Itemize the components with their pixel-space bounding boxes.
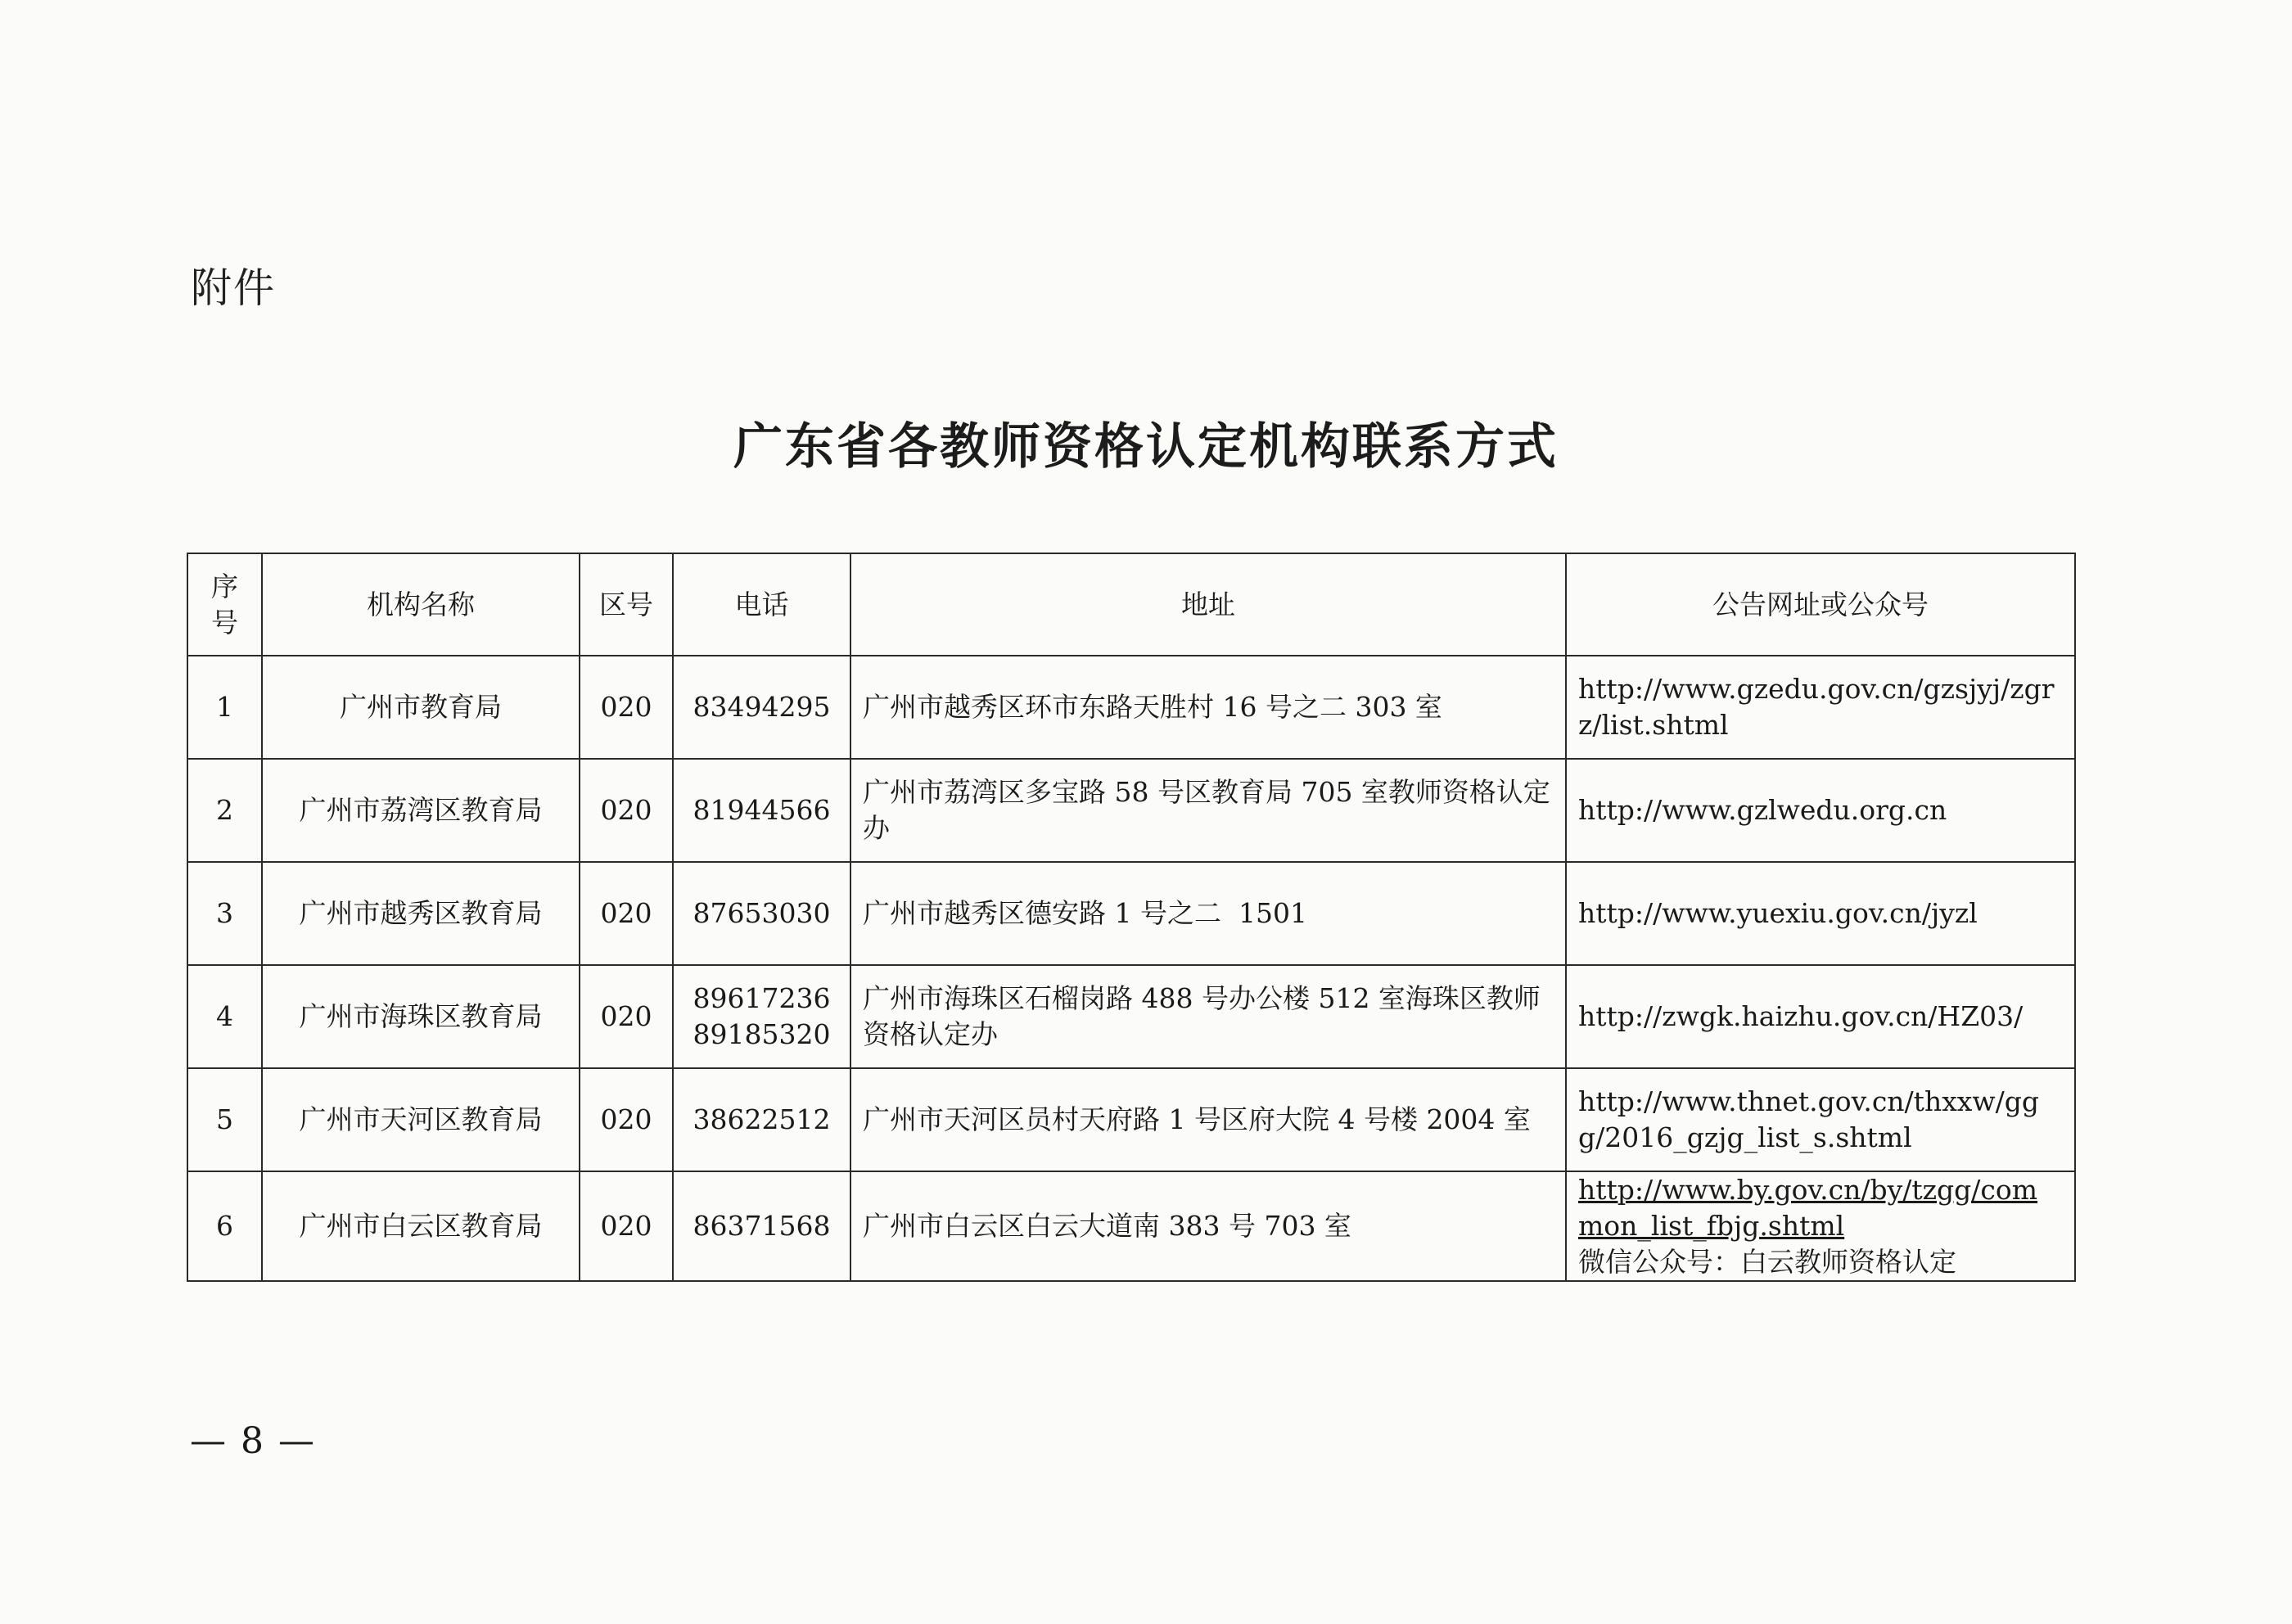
header-phone: 电话 [673, 553, 850, 656]
website-cell [1566, 1171, 2075, 1281]
website-link[interactable]: http://zwgk.haizhu.gov.cn/HZ03/ [1578, 1000, 2024, 1032]
website-cell [1566, 1068, 2075, 1171]
institution-name: 广州市海珠区教育局 [262, 965, 580, 1068]
table-row [187, 759, 2075, 862]
phone-number: 86371568 [693, 1210, 831, 1242]
area-code: 020 [580, 862, 673, 965]
table-row [187, 1068, 2075, 1171]
phone-cell [673, 965, 850, 1068]
phone-cell [673, 759, 850, 862]
institution-name: 广州市教育局 [262, 656, 580, 759]
table-row [187, 656, 2075, 759]
address: 广州市天河区员村天府路 1 号区府大院 4 号楼 2004 室 [850, 1068, 1566, 1171]
row-index: 4 [187, 965, 262, 1068]
row-index: 2 [187, 759, 262, 862]
area-code: 020 [580, 1171, 673, 1281]
document-title: 广东省各教师资格认定机构联系方式 [733, 418, 1559, 476]
phone-number: 87653030 [693, 897, 831, 929]
website-cell [1566, 862, 2075, 965]
phone-cell [673, 862, 850, 965]
row-index: 1 [187, 656, 262, 759]
wechat-account: 微信公众号：白云教师资格认定 [1578, 1246, 1956, 1278]
phone-cell [673, 1171, 850, 1281]
institution-name: 广州市白云区教育局 [262, 1171, 580, 1281]
header-address: 地址 [850, 553, 1566, 656]
address: 广州市荔湾区多宝路 58 号区教育局 705 室教师资格认定办 [850, 759, 1566, 862]
institution-name: 广州市越秀区教育局 [262, 862, 580, 965]
institution-name: 广州市天河区教育局 [262, 1068, 580, 1171]
address: 广州市海珠区石榴岗路 488 号办公楼 512 室海珠区教师资格认定办 [850, 965, 1566, 1068]
phone-number: 83494295 [693, 691, 831, 723]
address: 广州市越秀区德安路 1 号之二 1501 [850, 862, 1566, 965]
website-cell [1566, 656, 2075, 759]
phone-number: 38622512 [693, 1103, 831, 1135]
phone-cell [673, 656, 850, 759]
area-code: 020 [580, 1068, 673, 1171]
area-code: 020 [580, 965, 673, 1068]
website-link[interactable]: http://www.by.gov.cn/by/tzgg/common_list_fbjg.shtml [1578, 1174, 2038, 1242]
website-link[interactable]: http://www.thnet.gov.cn/thxxw/ggg/2016_gzjg_list_s.shtml [1578, 1085, 2040, 1153]
header-website: 公告网址或公众号 [1566, 553, 2075, 656]
area-code: 020 [580, 759, 673, 862]
row-index: 5 [187, 1068, 262, 1171]
table-row [187, 862, 2075, 965]
website-cell [1566, 965, 2075, 1068]
contact-table [187, 553, 2076, 1282]
header-index: 序 号 [187, 553, 262, 656]
table-row [187, 965, 2075, 1068]
institution-name: 广州市荔湾区教育局 [262, 759, 580, 862]
table-row [187, 1171, 2075, 1281]
website-link[interactable]: http://www.gzlwedu.org.cn [1578, 794, 1947, 826]
row-index: 3 [187, 862, 262, 965]
phone-number: 89617236 [693, 982, 831, 1014]
table-header-row [187, 553, 2075, 656]
row-index: 6 [187, 1171, 262, 1281]
header-name: 机构名称 [262, 553, 580, 656]
address: 广州市越秀区环市东路天胜村 16 号之二 303 室 [850, 656, 1566, 759]
area-code: 020 [580, 656, 673, 759]
website-link[interactable]: http://www.yuexiu.gov.cn/jyzl [1578, 897, 1978, 929]
phone-cell [673, 1068, 850, 1171]
website-link[interactable]: http://www.gzedu.gov.cn/gzsjyj/zgrz/list.shtml [1578, 673, 2055, 741]
address: 广州市白云区白云大道南 383 号 703 室 [850, 1171, 1566, 1281]
header-area-code: 区号 [580, 553, 673, 656]
website-cell [1566, 759, 2075, 862]
phone-number: 81944566 [693, 794, 831, 826]
page-number: — 8 — [190, 1420, 316, 1462]
phone-number: 89185320 [693, 1018, 831, 1050]
annex-label: 附件 [191, 264, 276, 312]
